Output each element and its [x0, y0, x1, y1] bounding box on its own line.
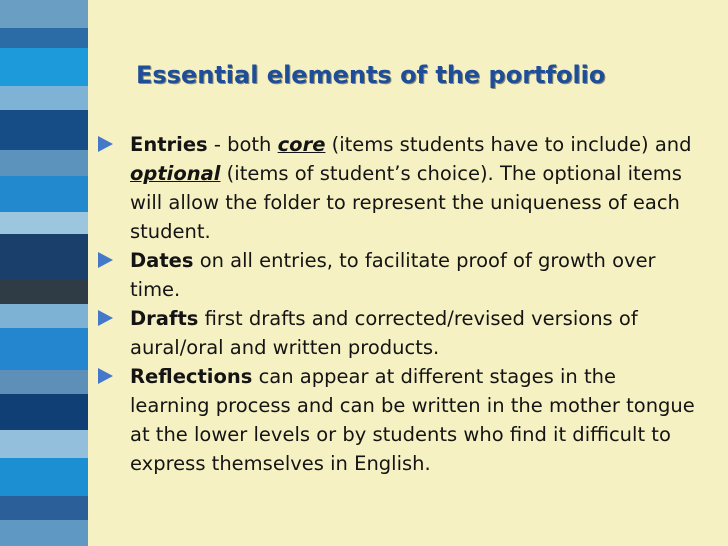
stripe-band	[0, 280, 88, 304]
bullet-term: Drafts	[130, 307, 199, 330]
bullet-text: first drafts and corrected/revised versions of aural/oral and written products.	[130, 307, 638, 359]
bullet-text: (items of student’s choice). The optional items will allow the folder to represent the uniqueness of each student.	[130, 162, 682, 243]
slide-title: Essential elements of the portfolio	[136, 61, 606, 89]
bullet-marker-icon	[98, 310, 113, 326]
bullet-text: can appear at different stages in the learning process and can be written in the mother tongue at the lower levels or by students who find it difficult to express themselves in English.	[130, 365, 695, 475]
stripe-band	[0, 0, 88, 28]
emphasis-optional: optional	[130, 162, 221, 185]
bullet-text: - both	[207, 133, 278, 156]
stripe-band	[0, 48, 88, 86]
bullet-text: (items students have to include) and	[325, 133, 692, 156]
stripe-band	[0, 304, 88, 328]
emphasis-core: core	[277, 133, 326, 156]
stripe-band	[0, 86, 88, 110]
bullet-item-drafts	[98, 304, 698, 362]
bullet-term: Dates	[130, 249, 194, 272]
bullet-item-dates	[98, 246, 698, 304]
stripe-band	[0, 520, 88, 546]
stripe-band	[0, 28, 88, 48]
stripe-band	[0, 370, 88, 394]
stripe-band	[0, 496, 88, 520]
stripe-band	[0, 430, 88, 458]
bullet-item-entries	[98, 130, 698, 246]
stripe-band	[0, 176, 88, 212]
stripe-band	[0, 234, 88, 280]
bullet-marker-icon	[98, 368, 113, 384]
bullet-item-reflections	[98, 362, 698, 478]
bullet-term: Reflections	[130, 365, 253, 388]
stripe-band	[0, 110, 88, 150]
bullet-term: Entries	[130, 133, 208, 156]
stripe-band	[0, 212, 88, 234]
bullet-marker-icon	[98, 252, 113, 268]
stripe-band	[0, 328, 88, 370]
stripe-band	[0, 394, 88, 430]
decorative-stripe	[0, 0, 88, 546]
stripe-band	[0, 458, 88, 496]
stripe-band	[0, 150, 88, 176]
bullet-text: on all entries, to facilitate proof of growth over time.	[130, 249, 656, 301]
bullet-marker-icon	[98, 136, 113, 152]
bullet-list	[98, 130, 698, 478]
